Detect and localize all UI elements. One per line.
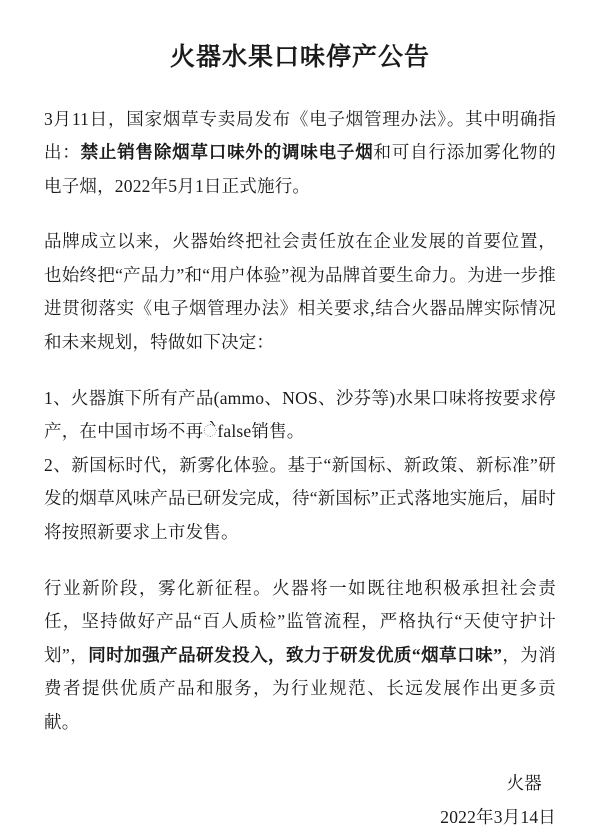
- paragraph-run: 3月11日，国家烟草专卖局发布《电子烟管理办法》。其中明确指出：: [44, 108, 556, 163]
- paragraph-run: ，为消费者提供优质产品和服务，为行业规范、长远发展作出更多贡献。: [44, 644, 556, 732]
- paragraph-run: 品牌成立以来，火器始终把社会责任放在企业发展的首要位置，也始终把“产品力”和“用户体验”视为品牌首要生命力。为进一步推进贯彻落实《电子烟管理办法》相关要求,结合火器品牌实际情况和未来规划，特做如下决定：: [44, 231, 556, 353]
- signature-date: 2022年3月14日: [440, 806, 556, 827]
- signature-block: [44, 766, 556, 834]
- paragraph-run: 2、新国标时代，新雾化体验。基于“新国标、新政策、新标准”研发的烟草风味产品已研发完成，待“新国标”正式落地实施后，届时将按照新要求上市发售。: [44, 454, 556, 543]
- paragraph-closing-commitment: [44, 572, 556, 740]
- paragraph-run: 和可自行添加雾化物的电子烟，2022年5月1日正式施行。: [44, 142, 557, 196]
- paragraph-brand-statement: [44, 225, 556, 359]
- list-item-1: [44, 382, 556, 449]
- page-title: 火器水果口味停产公告: [169, 44, 430, 71]
- paragraph-announcement-regulation: [44, 103, 556, 204]
- signature-name: 火器: [506, 772, 542, 793]
- paragraph-run-emphasis: 禁止销售除烟草口味外的调味电子烟: [80, 142, 374, 163]
- paragraph-run: 1、火器旗下所有产品(ammo、NOS、沙芬等)水果口味将按要求停产，在中国市场不再ેfalse销售。: [44, 387, 556, 442]
- paragraph-run-emphasis: 同时加强产品研发投入，致力于研发优质“烟草口味”: [88, 644, 503, 665]
- paragraph-run: 行业新阶段，雾化新征程。火器将一如既往地积极承担社会责任，坚持做好产品“百人质检”监管流程，严格执行“天使守护计划”，: [44, 577, 556, 665]
- list-item-2: [44, 449, 556, 550]
